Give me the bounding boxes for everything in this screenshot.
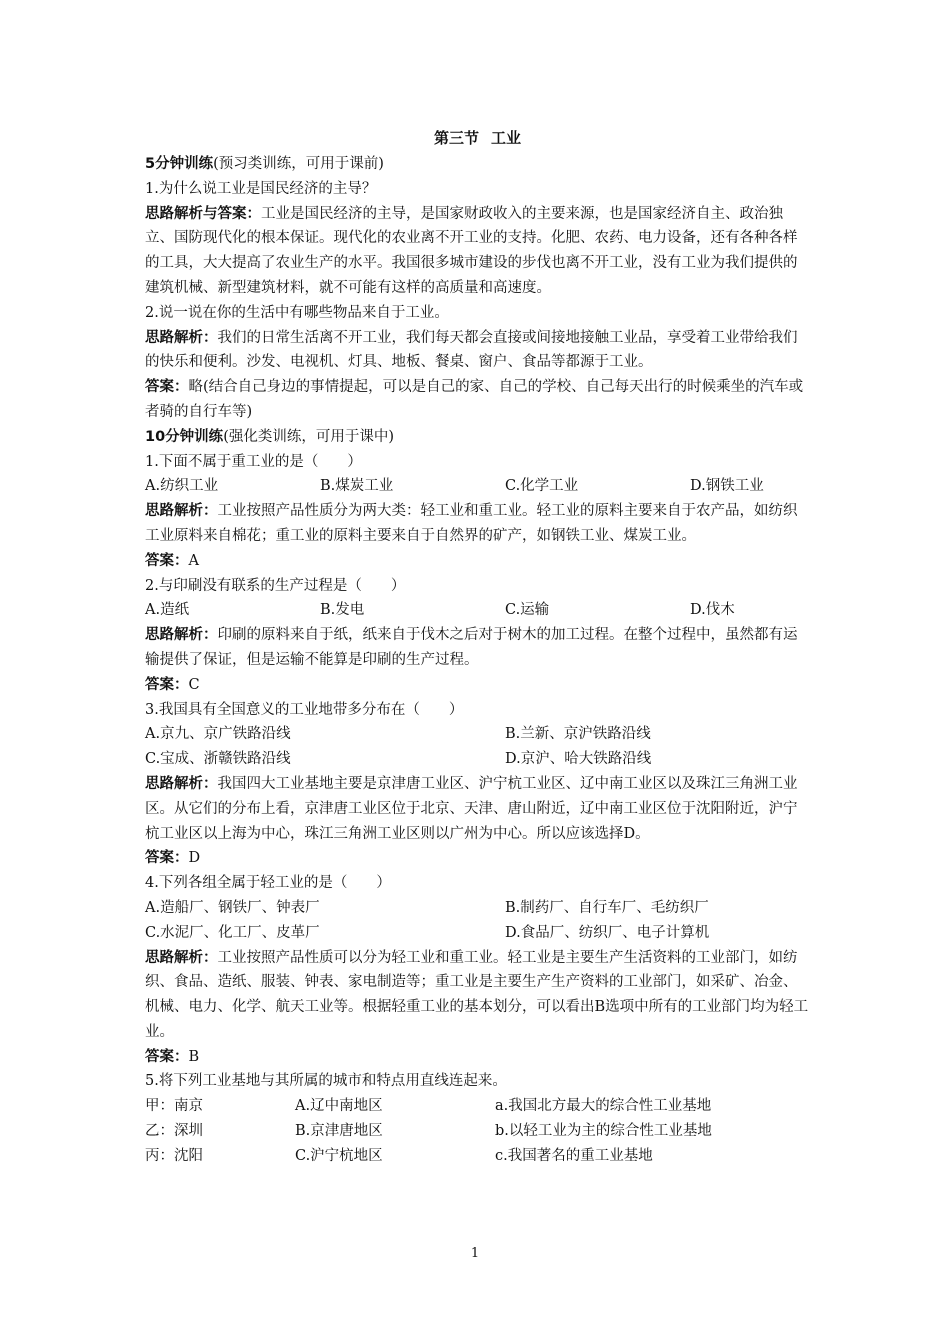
match-feature: c.我国著名的重工业基地 bbox=[495, 1147, 653, 1164]
option-a: A.京九、京广铁路沿线 bbox=[145, 726, 291, 743]
mc-3-analysis: 思路解析：我国四大工业基地主要是京津唐工业区、沪宁杭工业区、辽中南工业区以及珠江三角洲工业区。从它们的分布上看，京津唐工业区位于北京、天津、唐山附近，辽中南工业区位于沈阳附近，沪宁杭工业区以上海为中心，珠江三角洲工业区则以广州为中心。所以应该选择D。 bbox=[145, 775, 798, 842]
option-a: A.造船厂、钢铁厂、钟表厂 bbox=[145, 899, 320, 916]
match-city: 丙：沈阳 bbox=[145, 1147, 203, 1164]
option-d: D.京沪、哈大铁路沿线 bbox=[505, 751, 652, 768]
option-a: A.造纸 bbox=[145, 602, 190, 619]
mc-4-options-row-1 bbox=[145, 896, 810, 921]
section-heading-10min: 10分钟训练(强化类训练，可用于课中) bbox=[145, 428, 395, 445]
mc-question-1: 1.下面不属于重工业的是（ ） bbox=[145, 453, 362, 470]
mc-3-answer: 答案：D bbox=[145, 850, 201, 867]
option-b: B.煤炭工业 bbox=[320, 478, 394, 495]
option-d: D.食品厂、纺织厂、电子计算机 bbox=[505, 924, 710, 941]
match-row bbox=[145, 1119, 810, 1144]
match-feature: a.我国北方最大的综合性工业基地 bbox=[495, 1098, 712, 1115]
mc-4-answer: 答案：B bbox=[145, 1048, 200, 1065]
option-b: B.制药厂、自行车厂、毛纺织厂 bbox=[505, 899, 709, 916]
option-b: B.兰新、京沪铁路沿线 bbox=[505, 726, 651, 743]
match-city: 乙：深圳 bbox=[145, 1123, 203, 1140]
match-row bbox=[145, 1094, 810, 1119]
mc-2-answer: 答案：C bbox=[145, 676, 200, 693]
question-1-analysis: 思路解析与答案：工业是国民经济的主导，是国家财政收入的主要来源，也是国家经济自主、政治独立、国防现代化的根本保证。现代化的农业离不开工业的支持。化肥、农药、电力设备，还有各种各样的工具，大大提高了农业生产的水平。我国很多城市建设的步伐也离不开工业，没有工业为我们提供的建筑机械、新型建筑材料，就不可能有这样的高质量和高速度。 bbox=[145, 205, 798, 296]
option-c: C.宝成、浙赣铁路沿线 bbox=[145, 751, 291, 768]
section-heading-5min: 5分钟训练(预习类训练，可用于课前) bbox=[145, 156, 384, 172]
match-region: A.辽中南地区 bbox=[295, 1098, 383, 1115]
mc-2-analysis: 思路解析：印刷的原料来自于纸，纸来自于伐木之后对于树木的加工过程。在整个过程中，虽然都有运输提供了保证，但是运输不能算是印刷的生产过程。 bbox=[145, 627, 798, 668]
mc-4-options-row-2 bbox=[145, 921, 810, 946]
option-b: B.发电 bbox=[320, 602, 365, 619]
document-page bbox=[145, 124, 810, 1169]
mc-2-options bbox=[145, 598, 810, 623]
question-2-answer: 答案：略(结合自己身边的事情提起，可以是自己的家、自己的学校、自己每天出行的时候乘坐的汽车或者骑的自行车等) bbox=[145, 379, 804, 420]
mc-1-options bbox=[145, 474, 810, 499]
option-d: D.钢铁工业 bbox=[690, 478, 764, 495]
match-city: 甲：南京 bbox=[145, 1098, 203, 1115]
question-2-analysis: 思路解析：我们的日常生活离不开工业，我们每天都会直接或间接地接触工业品，享受着工业带给我们的快乐和便利。沙发、电视机、灯具、地板、餐桌、窗户、食品等都源于工业。 bbox=[145, 329, 798, 371]
mc-question-4: 4.下列各组全属于轻工业的是（ ） bbox=[145, 875, 391, 892]
option-c: C.运输 bbox=[505, 602, 550, 619]
mc-3-options-row-2 bbox=[145, 747, 810, 772]
mc-question-3: 3.我国具有全国意义的工业地带多分布在（ ） bbox=[145, 701, 464, 718]
option-c: C.化学工业 bbox=[505, 478, 579, 495]
match-row bbox=[145, 1144, 810, 1169]
match-feature: b.以轻工业为主的综合性工业基地 bbox=[495, 1123, 712, 1140]
question-5: 5.将下列工业基地与其所属的城市和特点用直线连起来。 bbox=[145, 1073, 507, 1090]
mc-4-analysis: 思路解析：工业按照产品性质可以分为轻工业和重工业。轻工业是主要生产生活资料的工业部门，如纺织、食品、造纸、服装、钟表、家电制造等；重工业是主要生产生产资料的工业部门，如采矿、冶金、机械、电力、化学、航天工业等。根据轻重工业的基本划分，可以看出B选项中所有的工业部门均为轻工业。 bbox=[145, 949, 809, 1040]
match-region: C.沪宁杭地区 bbox=[295, 1147, 383, 1164]
mc-question-2: 2.与印刷没有联系的生产过程是（ ） bbox=[145, 577, 406, 594]
question-1: 1.为什么说工业是国民经济的主导？ bbox=[145, 180, 377, 197]
question-2: 2.说一说在你的生活中有哪些物品来自于工业。 bbox=[145, 304, 449, 321]
mc-1-analysis: 思路解析：工业按照产品性质分为两大类：轻工业和重工业。轻工业的原料主要来自于农产品，如纺织工业原料来自棉花；重工业的原料主要来自于自然界的矿产，如钢铁工业、煤炭工业。 bbox=[145, 503, 798, 544]
mc-3-options-row-1 bbox=[145, 722, 810, 747]
page-title: 第三节 工业 bbox=[433, 129, 522, 147]
option-a: A.纺织工业 bbox=[145, 478, 219, 495]
match-region: B.京津唐地区 bbox=[295, 1123, 383, 1140]
page-number: 1 bbox=[470, 1246, 480, 1261]
option-d: D.伐木 bbox=[690, 602, 735, 619]
mc-1-answer: 答案：A bbox=[145, 552, 199, 569]
option-c: C.水泥厂、化工厂、皮革厂 bbox=[145, 924, 320, 941]
